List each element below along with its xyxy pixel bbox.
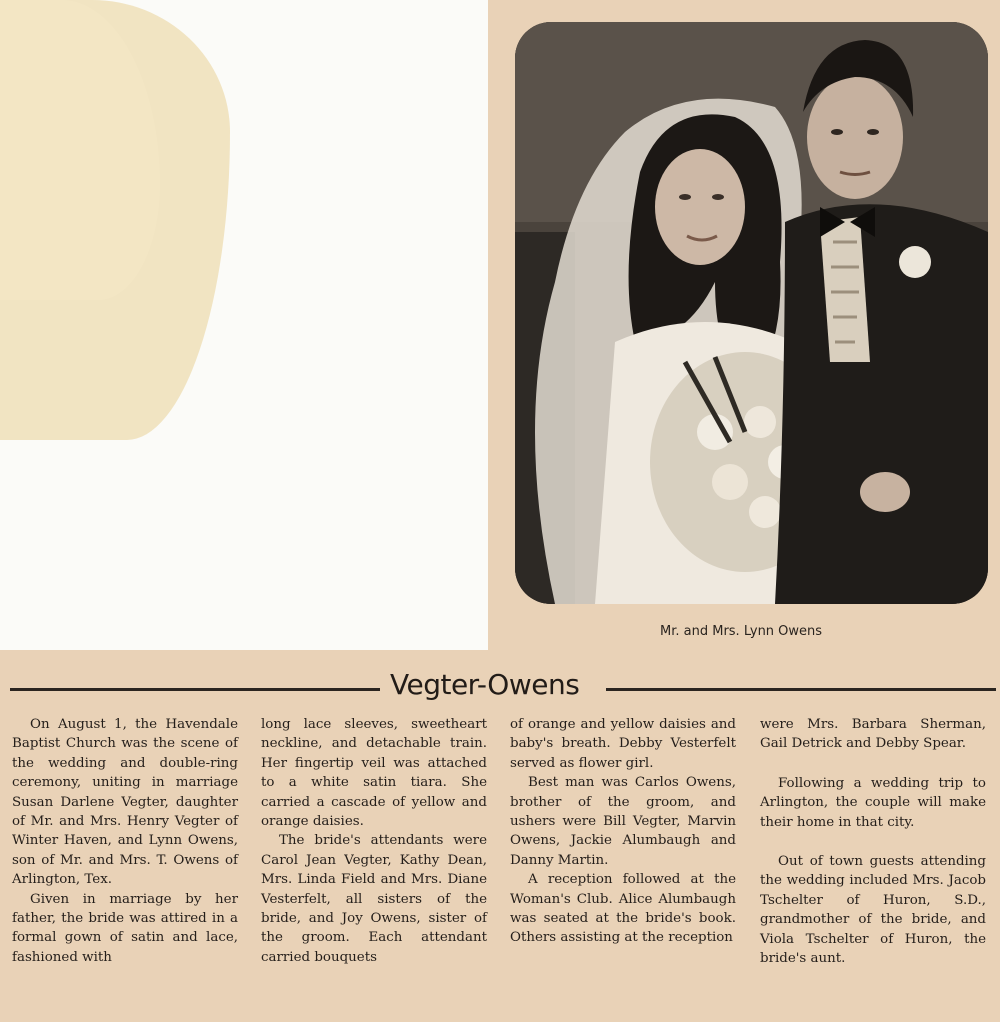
column-1-paragraph: Given in marriage by her father, the bride was attired in a formal gown of satin and lace, fashioned with [12,891,238,965]
column-1-paragraph: On August 1, the Havendale Baptist Church was the scene of the wedding and double-ring ceremony, uniting in marriage Susan Darlene Vegter, daughter of Mr. and Mrs. Henry Vegter of Winter Haven, and Lynn Owens, son of Mr. and Mrs. T. Owens of Arlington, Tex. [12,717,238,888]
column-4-paragraph: Out of town guests attending the wedding included Mrs. Jacob Tschelter of Huron, S.D., grandmother of the bride, and Viola Tschelter of Huron, the bride's aunt. [760,854,986,967]
article-column-1 [12,715,238,967]
wedding-photo [515,22,988,604]
column-2-paragraph: long lace sleeves, sweetheart neckline, and detachable train. Her fingertip veil was attached to a white satin tiara. She carried a cascade of yellow and orange daisies. [261,717,487,830]
article-column-3 [510,715,736,948]
column-4-paragraph: Following a wedding trip to Arlington, the couple will make their home in that city. [760,775,986,830]
column-3-paragraph: Best man was Carlos Owens, brother of the groom, and ushers were Bill Vegter, Marvin Owens, Jackie Alumbaugh and Danny Martin. [510,775,736,868]
backing-paper [0,0,488,650]
article-column-2 [261,715,487,967]
column-3-paragraph: A reception followed at the Woman's Club. Alice Alumbaugh was seated at the bride's book. Others assisting at the reception [510,872,736,946]
headline-rule-left [10,688,380,691]
headline: Vegter-Owens [390,668,580,701]
headline-rule-right [606,688,996,691]
column-3-paragraph: of orange and yellow daisies and baby's breath. Debby Vesterfelt served as flower girl. [510,717,736,771]
column-2-paragraph: The bride's attendants were Carol Jean Vegter, Kathy Dean, Mrs. Linda Field and Mrs. Diane Vesterfelt, all sisters of the bride, and Joy Owens, sister of the groom. Each attendant carried bouquets [261,833,487,965]
article-column-4 [760,715,986,968]
column-4-paragraph: were Mrs. Barbara Sherman, Gail Detrick and Debby Spear. [760,717,986,752]
photo-caption: Mr. and Mrs. Lynn Owens [660,624,823,639]
